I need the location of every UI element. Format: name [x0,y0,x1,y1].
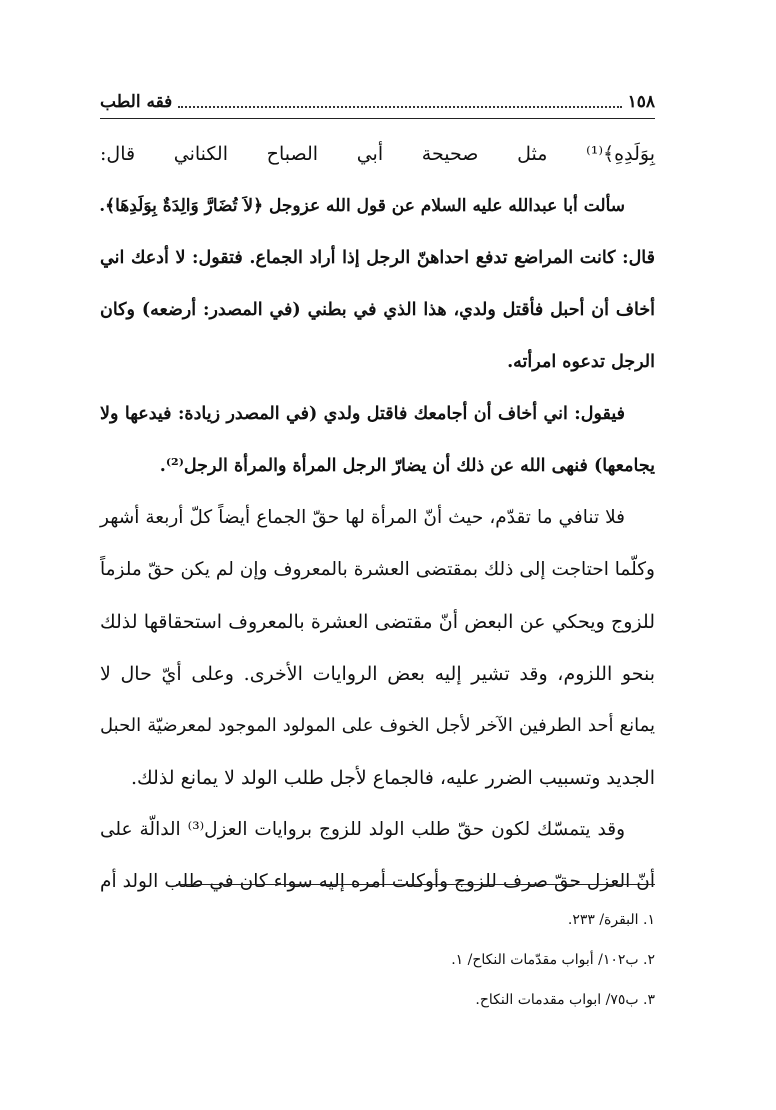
hadith-line: الرجل تدعوه امرأته. [507,352,655,372]
hadith-line: قال: كانت المراضع تدفع احداهنّ الرجل إذا أراد الجماع. فتقول: لا أدعك اني [100,248,655,268]
text-line: الجديد وتسبيب الضرر عليه، فالجماع لأجل طلب الولد لا يمانع لذلك. [130,767,655,789]
footnotes [100,900,655,1020]
text-line: وقد يتمسّك لكون حقّ طلب الولد للزوج بروايات العزل⁽³⁾ الدالّة على [100,819,626,840]
text-line: وكلّما احتاجت إلى ذلك بمقتضى العشرة بالمعروف وإن لم يكن حقّ ملزماً [100,559,655,580]
text-line: بِوَلَدِهِ﴾⁽¹⁾ مثل صحيحة أبي الصباح الكناني قال: [100,143,655,165]
header-dot-leader [178,106,621,108]
hadith-line: فيقول: اني أخاف أن أجامعك فاقتل ولدي (في المصدر زيادة: فيدعها ولا [100,404,625,424]
footnote-item: ٣. ب٧٥/ ابواب مقدمات النكاح. [475,992,655,1008]
hadith-line: أخاف أن أحبل فأقتل ولدي، هذا الذي في بطني (في المصدر: أرضعه) وكان [100,300,655,320]
text-line: فلا تنافي ما تقدّم، حيث أنّ المرأة لها حقّ الجماع أيضاً كلّ أربعة أشهر [100,507,625,528]
running-header [100,84,655,119]
text-line: يمانع أحد الطرفين الآخر لأجل الخوف على المولود الموجود لمعرضيّة الحبل [100,715,655,736]
text-line: للزوج ويحكي عن البعض أنّ مقتضى العشرة بالمعروف استحقاقها لذلك [100,611,655,633]
hadith-line: يجامعها) فنهى الله عن ذلك أن يضارّ الرجل المرأة والمرأة الرجل⁽²⁾. [159,456,655,476]
text-line: بنحو اللزوم، وقد تشير إليه بعض الروايات الأخرى. وعلى أيّ حال لا [100,663,655,685]
footnote-separator [176,884,655,885]
book-title: فقه الطب [100,92,173,112]
page-number: ١٥٨ [627,92,655,112]
main-text [100,128,655,908]
footnote-item: ٢. ب١٠٢/ أبواب مقدّمات النكاح/ ١. [451,952,655,968]
hadith-line: سألت أبا عبدالله عليه السلام عن قول الله عزوجل ﴿لاَ تُضَارَّ وَالِدَةٌ بِوَلَدِهَا﴾. [99,196,625,216]
text-line: أنّ العزل حقّ صرف للزوج وأوكلت أمره إليه سواء كان في طلب الولد أم [100,871,655,892]
footnote-item: ١. البقرة/ ٢٣٣. [567,912,655,928]
